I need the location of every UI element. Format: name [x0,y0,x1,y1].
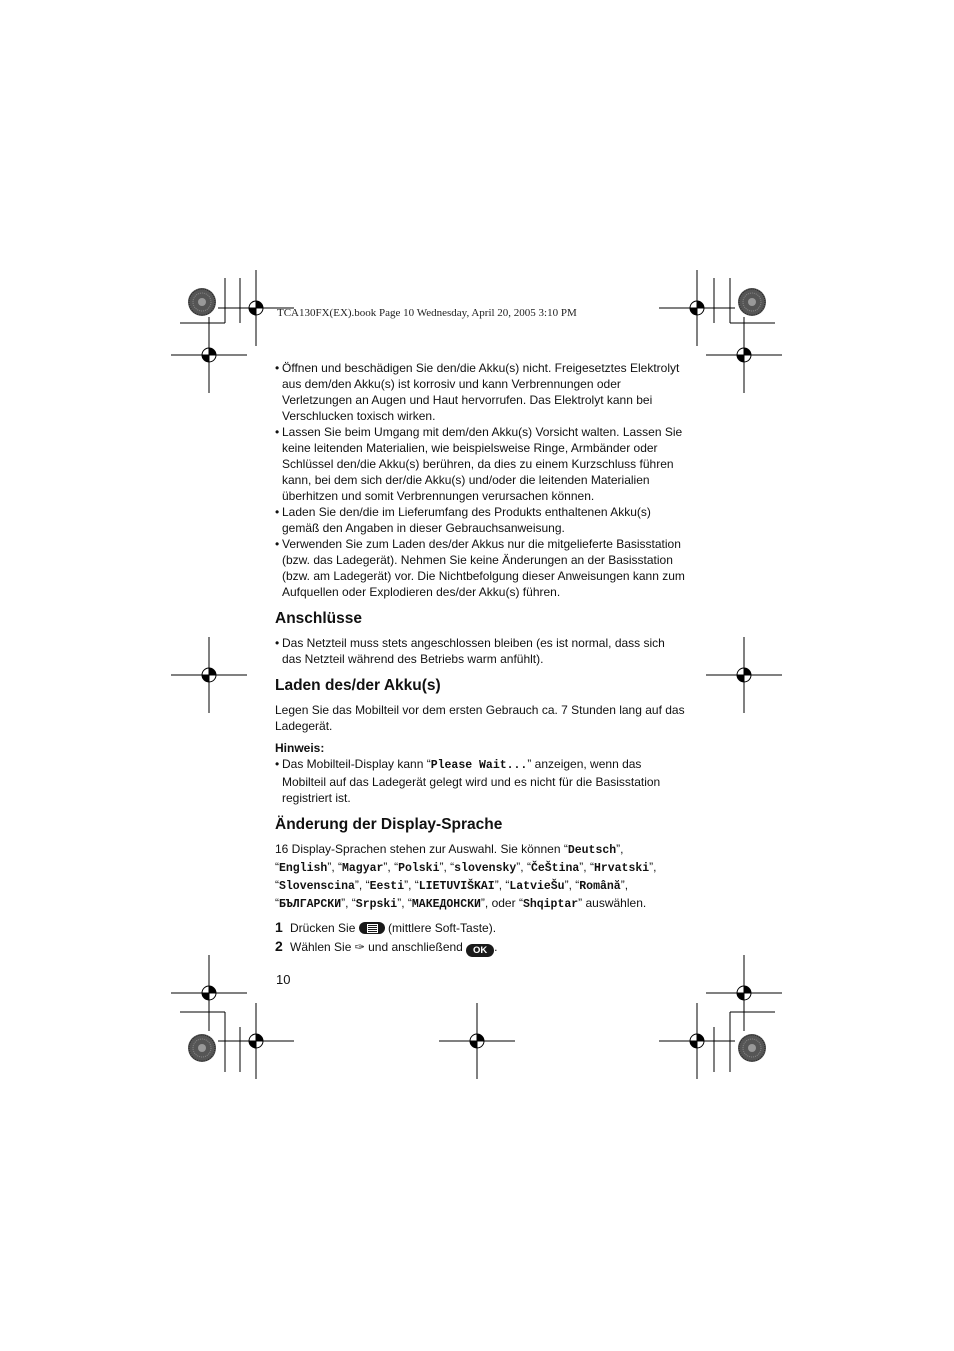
language-option: Srpski [355,898,398,911]
color-target-icon [188,288,216,316]
step-1 [275,920,685,936]
language-option: ČeŠtina [530,862,580,875]
registration-mark-icon [218,1003,294,1079]
language-list: “Deutsch”, “English”, “Magyar”, “Polski”, “slovensky”, “ČeŠtina”, “Hrvatski”, “Slovenscina”, “Eesti”, “LIETUVIŠKAI”, “LatvieŠu”, “Română”, “БЪЛГАРСКИ”, “Srpski”, “МАКЕДОНСКИ”, oder “Shqiptar” [275,842,657,911]
bullet-item: • Das Netzteil muss stets angeschlossen bleiben (es ist normal, dass sich das Netzteil während des Betriebs warm anfühlt). [275,635,685,667]
note-bullet [275,756,685,806]
step-text: (mittlere Soft-Taste). [384,921,497,935]
ok-key-icon: OK [466,944,494,957]
step-text: Wählen Sie [290,940,355,954]
language-separator: , [331,860,338,874]
registration-mark-icon [171,637,247,713]
step-number: 1 [275,919,283,935]
language-option: БЪЛГАРСКИ [279,898,342,911]
print-header: TCA130FX(EX).book Page 10 Wednesday, April 20, 2005 3:10 PM [277,307,577,319]
language-option: LIETUVIŠKAI [418,880,495,893]
registration-mark-icon [439,1003,515,1079]
language-option: Hrvatski [593,862,650,875]
language-option: Shqiptar [522,898,579,911]
step-text: und anschließend [364,940,467,954]
display-message: Please Wait... [430,759,528,772]
language-separator: , [401,896,408,910]
language-separator: , [358,878,366,892]
section-heading-anschluesse: Anschlüsse [275,610,363,627]
language-option: Magyar [341,862,384,875]
note-label: Hinweis: [275,741,325,755]
step-2 [275,939,685,957]
paragraph: Legen Sie das Mobilteil vor dem ersten Gebrauch ca. 7 Stunden lang auf das Ladegerät. [275,703,685,733]
registration-mark-icon [171,955,247,1031]
language-separator: , [443,860,451,874]
language-option: LatvieŠu [509,880,565,893]
registration-mark-icon [171,317,247,393]
language-separator: , [624,878,629,892]
language-separator: , [620,842,624,856]
language-option: Deutsch [567,844,617,857]
language-separator: , [653,860,657,874]
language-separator: , oder [484,896,519,910]
registration-mark-icon [706,637,782,713]
language-option: slovensky [454,862,517,875]
registration-mark-icon [706,955,782,1031]
bullet-item: • Lassen Sie beim Umgang mit dem/den Akku(s) Vorsicht walten. Lassen Sie keine leitenden Materialien, wie beispielsweise Ringe, Armbänder oder Schlüssel den/die Akku(s) berühren, da dies zu einem Kurzschluss führen kann, bei dem sich der/die Akku(s) und/oder die leitenden Materialien überhitzen und somit Verbrennungen verursachen können. [275,424,685,504]
step-number: 2 [275,938,283,954]
navigator-icon: ✑ [354,940,365,954]
color-target-icon [738,1034,766,1062]
language-option: МАКЕДОНСКИ [411,898,481,911]
page-content [275,360,685,957]
registration-mark-icon [659,1003,735,1079]
language-separator: , [583,860,590,874]
language-option: English [279,862,328,875]
page-number: 10 [276,972,291,987]
step-text: . [494,940,498,954]
language-option: Polski [398,862,440,875]
note-text-pre: Das Mobilteil-Display kann “ [282,757,431,771]
step-text: Drücken Sie [290,921,359,935]
note-text-post: ” anzeigen, wenn das Mobilteil auf das Ladegerät gelegt wird und es nicht für die Basisstation registriert ist. [282,757,661,805]
color-target-icon [738,288,766,316]
language-separator: , [408,878,415,892]
language-option: Slovenscina [279,880,355,893]
section-heading-laden: Laden des/der Akku(s) [275,677,441,694]
registration-mark-icon [706,317,782,393]
bullet-item: • Verwenden Sie zum Laden des/der Akkus nur die mitgelieferte Basisstation (bzw. das Ladegerät). Nehmen Sie keine Änderungen an der Basisstation (bzw. am Ladegerät) vor. Die Nichtbefolgung dieser Anweisungen kann zum Aufquellen oder Explodieren des/der Akku(s) führen. [275,536,685,600]
language-separator: , [498,878,506,892]
language-separator: , [345,896,352,910]
language-option: Eesti [369,880,405,893]
section-heading-sprache: Änderung der Display-Sprache [275,816,503,833]
registration-mark-icon [659,270,735,346]
menu-key-icon [359,922,385,934]
language-separator: , [568,878,576,892]
language-paragraph [275,841,685,913]
language-outro: auswählen. [582,896,647,910]
language-separator: , [387,860,395,874]
bullet-item: • Laden Sie den/die im Lieferumfang des Produkts enthaltenen Akku(s) gemäß den Angaben in dieser Gebrauchsanweisung. [275,504,685,536]
language-separator: , [520,860,527,874]
language-intro: 16 Display-Sprachen stehen zur Auswahl. Sie können [275,842,564,856]
language-option: Română [579,880,621,893]
color-target-icon [188,1034,216,1062]
bullet-item: • Öffnen und beschädigen Sie den/die Akku(s) nicht. Freigesetztes Elektrolyt aus dem/den Akku(s) ist korrosiv und kann Verbrennungen oder Verletzungen an Augen und Haut hervorrufen. Das Elektrolyt kann bei Verschlucken toxisch wirken. [275,360,685,424]
